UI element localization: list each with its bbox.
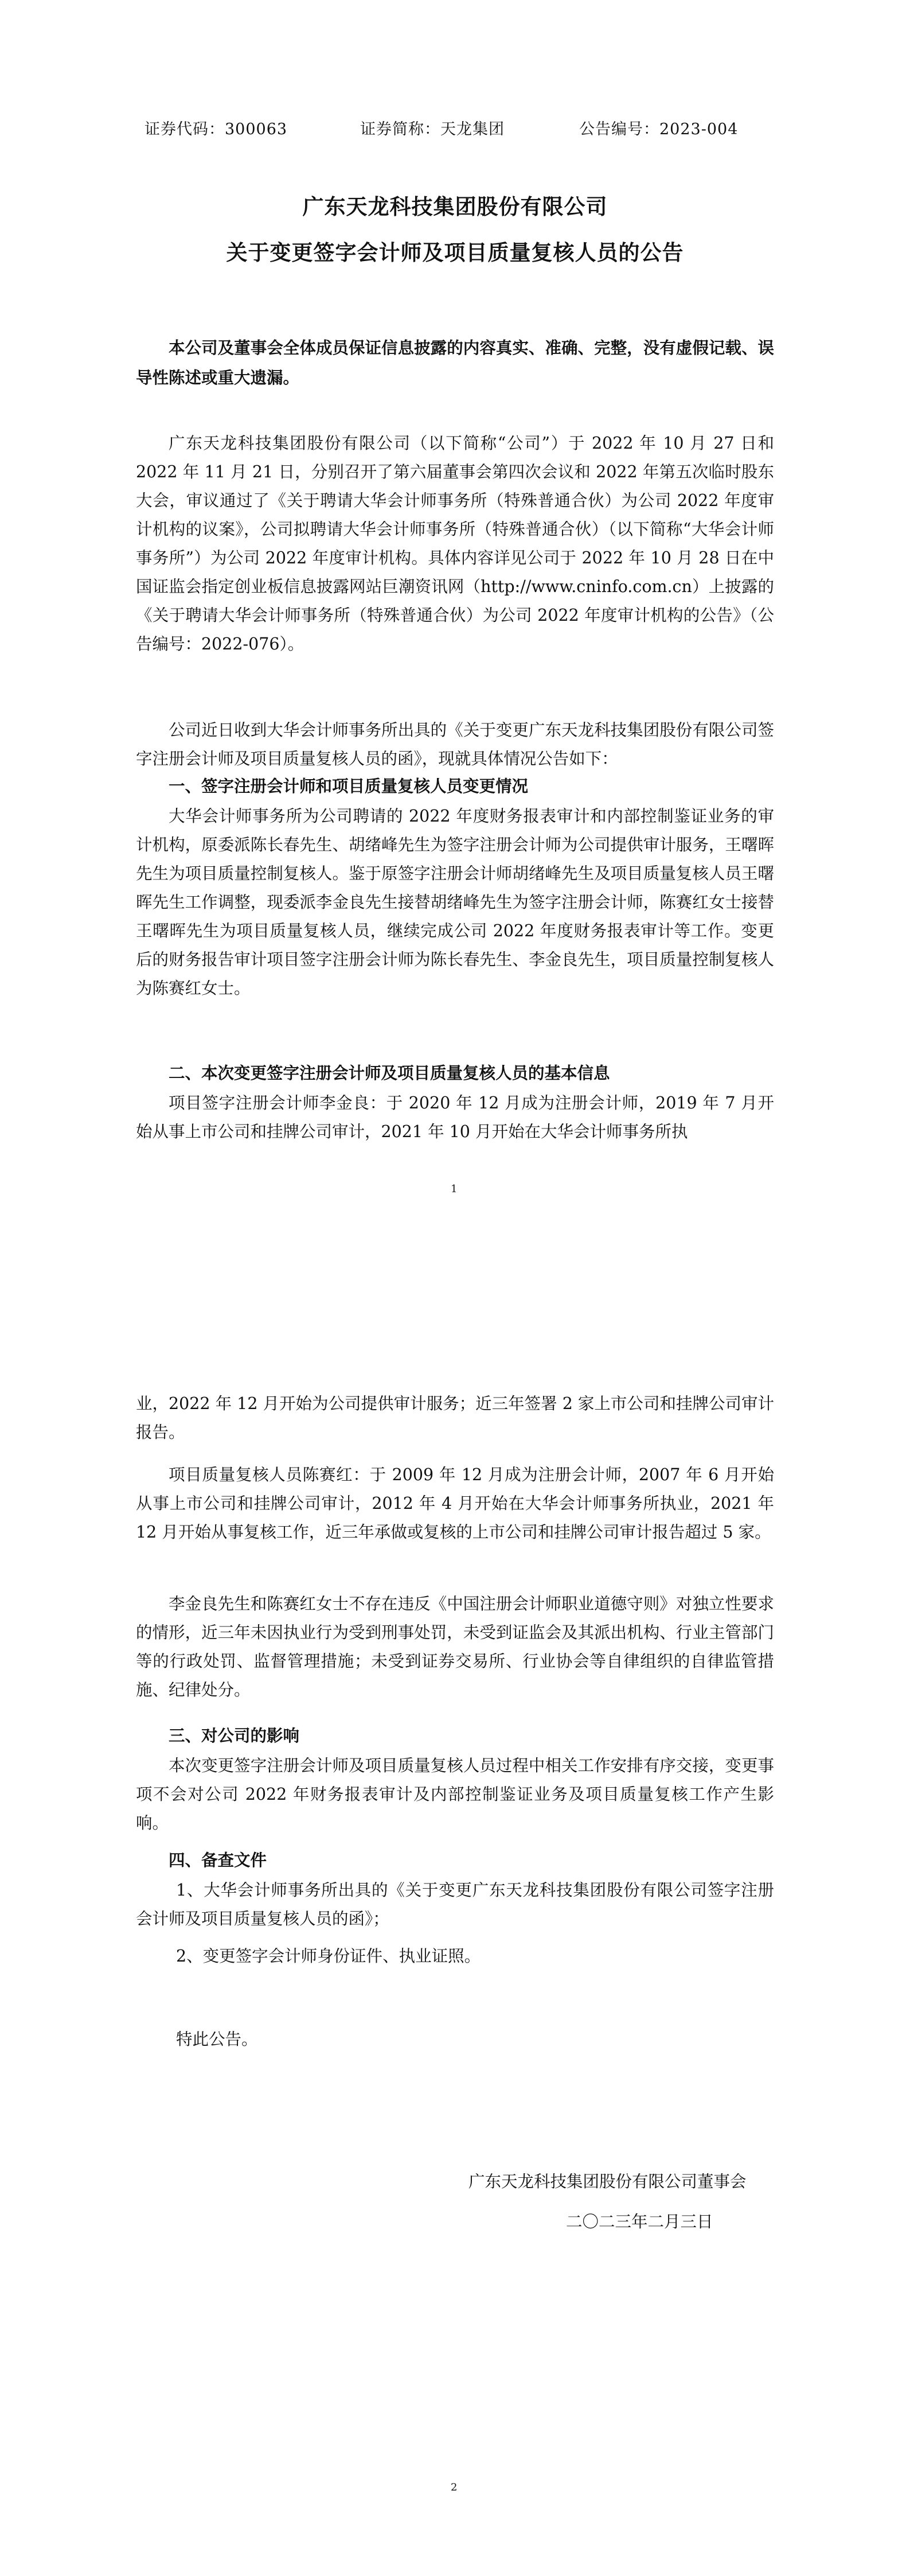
stock-name: 证券简称：天龙集团 xyxy=(360,120,505,138)
section-heading-1: 一、签字注册会计师和项目质量复核人员变更情况 xyxy=(169,776,529,796)
stock-code: 证券代码：300063 xyxy=(144,120,288,138)
reference-document-1: 1、大华会计师事务所出具的《关于变更广东天龙科技集团股份有限公司签字注册会计师及项目质量复核人员的函》； xyxy=(136,1881,774,1928)
paragraph-notice-received: 公司近日收到大华会计师事务所出具的《关于变更广东天龙科技集团股份有限公司签字注册会计师及项目质量复核人员的函》，现就具体情况公告如下： xyxy=(136,721,774,768)
paragraph-independence: 李金良先生和陈赛红女士不存在违反《中国注册会计师职业道德守则》对独立性要求的情形，近三年未因执业行为受到刑事处罚，未受到证监会及其派出机构、行业主管部门等的行政处罚、监督管理措施；未受到证券交易所、行业协会等自律组织的自律监管措施、纪律处分。 xyxy=(136,1594,774,1699)
signature-date: 二〇二三年二月三日 xyxy=(566,2212,713,2231)
section-heading-3: 三、对公司的影响 xyxy=(169,1726,300,1745)
paragraph-impact: 本次变更签字注册会计师及项目质量复核人员过程中相关工作安排有序交接，变更事项不会对公司 2022 年财务报表审计及内部控制鉴证业务及项目质量复核工作产生影响。 xyxy=(136,1756,774,1832)
title-subject: 关于变更签字会计师及项目质量复核人员的公告 xyxy=(226,240,684,265)
page-number-1: 1 xyxy=(451,1183,458,1195)
paragraph-reviewer-chen: 项目质量复核人员陈赛红：于 2009 年 12 月成为注册会计师，2007 年 6 月开始从事上市公司和挂牌公司审计，2012 年 4 月开始在大华会计师事务所执业，2021 年 12 月开始从事复核工作，近三年承做或复核的上市公司和挂牌公司审计报告超过 5 家。 xyxy=(136,1465,774,1542)
paragraph-cpa-li: 项目签字注册会计师李金良：于 2020 年 12 月成为注册会计师，2019 年 7 月开始从事上市公司和挂牌公司审计，2021 年 10 月开始在大华会计师事务所执 xyxy=(136,1094,774,1141)
paragraph-change-details: 大华会计师事务所为公司聘请的 2022 年度财务报表审计和内部控制鉴证业务的审计机构，原委派陈长春先生、胡绪峰先生为签字注册会计师为公司提供审计服务，王曙晖先生为项目质量控制复核人。鉴于原签字注册会计师胡绪峰先生及项目质量复核人员王曙晖先生工作调整，现委派李金良先生接替胡绪峰先生为签字注册会计师，陈赛红女士接替王曙晖先生为项目质量复核人员，继续完成公司 2022 年度财务报表审计等工作。变更后的财务报告审计项目签字注册会计师为陈长春先生、李金良先生，项目质量控制复核人为陈赛红女士。 xyxy=(136,807,774,998)
section-heading-4: 四、备查文件 xyxy=(169,1850,267,1870)
closing-statement: 特此公告。 xyxy=(176,2030,258,2049)
page-number-2: 2 xyxy=(451,2481,458,2493)
reference-document-2: 2、变更签字会计师身份证件、执业证照。 xyxy=(176,1947,481,1966)
signature-board: 广东天龙科技集团股份有限公司董事会 xyxy=(468,2172,747,2191)
paragraph-background: 广东天龙科技集团股份有限公司（以下简称“公司”）于 2022 年 10 月 27 日和 2022 年 11 月 21 日，分别召开了第六届董事会第四次会议和 2022 年第五次临时股东大会，审议通过了《关于聘请大华会计师事务所（特殊普通合伙）为公司 2022 年度审计机构的议案》，公司拟聘请大华会计师事务所（特殊普通合伙）（以下简称“大华会计师事务所”）为公司 2022 年度审计机构。具体内容详见公司于 2022 年 10 月 28 日在中国证监会指定创业板信息披露网站巨潮资讯网（http://www.cninfo.com.cn）上披露的《关于聘请大华会计师事务所（特殊普通合伙）为公司 2022 年度审计机构的公告》（公告编号：2022-076）。 xyxy=(136,434,774,653)
notice-number: 公告编号：2023-004 xyxy=(579,120,739,138)
title-company: 广东天龙科技集团股份有限公司 xyxy=(302,194,608,219)
board-declaration: 本公司及董事会全体成员保证信息披露的内容真实、准确、完整，没有虚假记载、误导性陈述或重大遗漏。 xyxy=(136,338,774,387)
paragraph-cpa-li-continued: 业，2022 年 12 月开始为公司提供审计服务；近三年签署 2 家上市公司和挂牌公司审计报告。 xyxy=(136,1394,774,1442)
section-heading-2: 二、本次变更签字注册会计师及项目质量复核人员的基本信息 xyxy=(169,1063,610,1083)
